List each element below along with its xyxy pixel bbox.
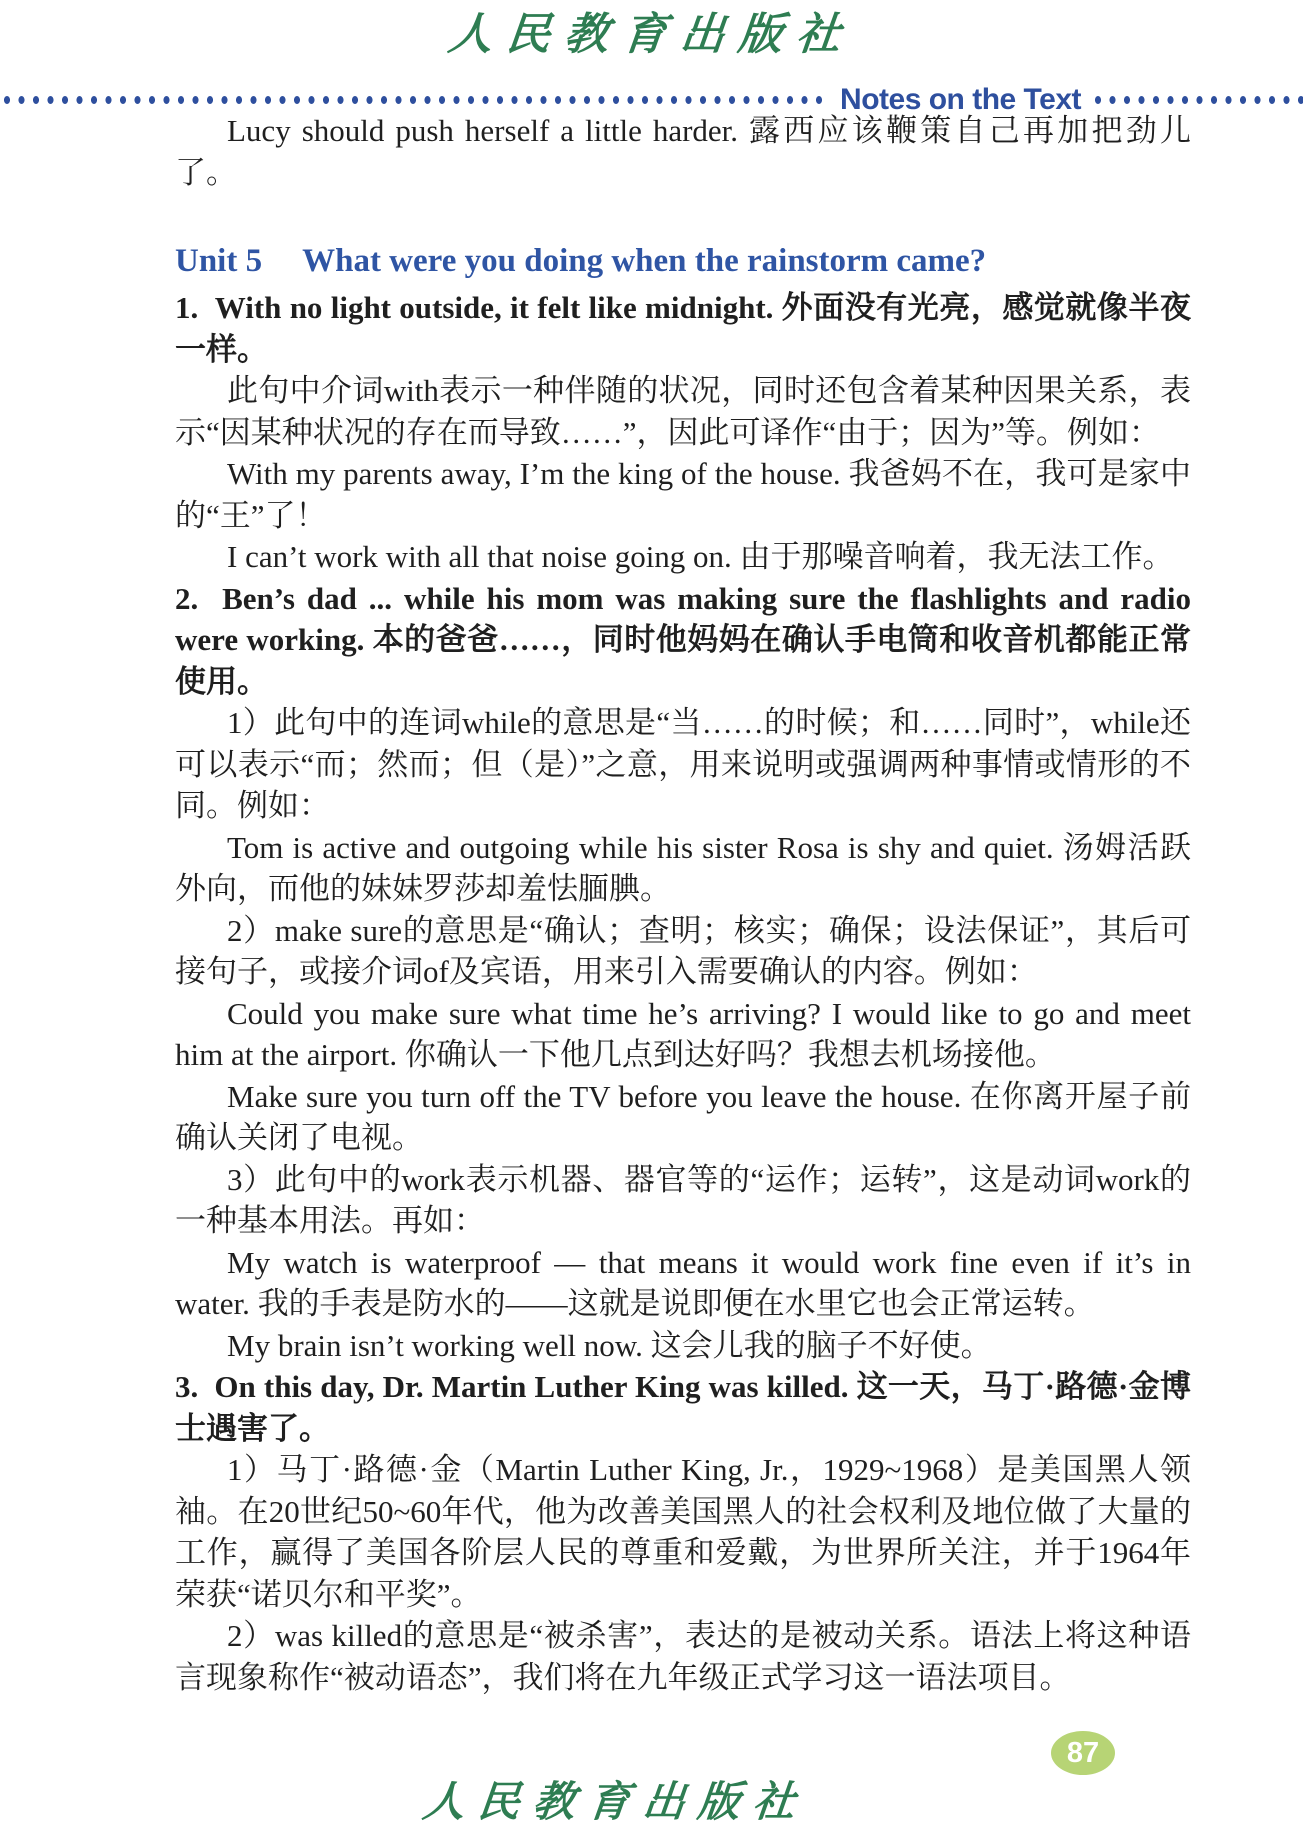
page-number-badge: 87 bbox=[1051, 1731, 1115, 1775]
paragraph: 3. On this day, Dr. Martin Luther King was killed. 这一天，马丁·路德·金博士遇害了。 bbox=[175, 1369, 1191, 1446]
paragraph: Make sure you turn off the TV before you leave the house. 在你离开屋子前确认关闭了电视。 bbox=[175, 1078, 1191, 1155]
dotted-rule-left-icon bbox=[0, 94, 828, 106]
paragraph: My watch is waterproof — that means it would work fine even if it’s in water. 我的手表是防水的——这就是说即便在水里它也会正常运转。 bbox=[175, 1244, 1191, 1321]
paragraph: 3）此句中的work表示机器、器官等的“运作；运转”，这是动词work的一种基本用法。再如： bbox=[175, 1161, 1191, 1238]
section-header-title: Notes on the Text bbox=[840, 83, 1081, 116]
unit-label: Unit 5 bbox=[175, 243, 263, 279]
publisher-logo-top: 人民教育出版社 bbox=[445, 9, 858, 60]
paragraph: Could you make sure what time he’s arriving? I would like to go and meet him at the airport. 你确认一下他几点到达好吗？我想去机场接他。 bbox=[175, 995, 1191, 1072]
paragraph: 2）make sure的意思是“确认；查明；核实；确保；设法保证”，其后可接句子，或接介词of及宾语，用来引入需要确认的内容。例如： bbox=[175, 912, 1191, 989]
paragraph: Tom is active and outgoing while his sister Rosa is shy and quiet. 汤姆活跃外向，而他的妹妹罗莎却羞怯腼腆。 bbox=[175, 829, 1191, 906]
paragraph: 此句中介词with表示一种伴随的状况，同时还包含着某种因果关系，表示“因某种状况的存在而导致……”，因此可译作“由于；因为”等。例如： bbox=[175, 373, 1191, 450]
unit-title: What were you doing when the rainstorm came? bbox=[302, 243, 987, 279]
paragraph: 1）马丁·路德·金（Martin Luther King, Jr.，1929~1968）是美国黑人领袖。在20世纪50~60年代，他为改善美国黑人的社会权利及地位做了大量的工作，赢得了美国各阶层人民的尊重和爱戴，为世界所关注，并于1964年荣获“诺贝尔和平奖”。 bbox=[175, 1452, 1191, 1612]
paragraph: 2. Ben’s dad ... while his mom was making sure the flashlights and radio were working. 本的爸爸……，同时他妈妈在确认手电筒和收音机都能正常使用。 bbox=[175, 580, 1191, 699]
notes-content bbox=[175, 110, 1191, 1698]
notes-body bbox=[175, 287, 1191, 1698]
paragraph: I can’t work with all that noise going on. 由于那噪音响着，我无法工作。 bbox=[227, 539, 1174, 574]
dotted-rule-right-icon bbox=[1091, 94, 1303, 106]
paragraph: 2）was killed的意思是“被杀害”，表达的是被动关系。语法上将这种语言现象称作“被动语态”，我们将在九年级正式学习这一语法项目。 bbox=[175, 1618, 1191, 1695]
paragraph: 1）此句中的连词while的意思是“当……的时候；和……同时”，while还可以表示“而；然而；但（是）”之意，用来说明或强调两种事情或情形的不同。例如： bbox=[175, 705, 1191, 823]
paragraph: 1. With no light outside, it felt like midnight. 外面没有光亮，感觉就像半夜一样。 bbox=[175, 290, 1191, 367]
unit-heading bbox=[175, 239, 1191, 284]
paragraph: My brain isn’t working well now. 这会儿我的脑子不好使。 bbox=[227, 1327, 992, 1363]
publisher-logo-bottom: 人民教育出版社 bbox=[420, 1777, 811, 1826]
intro-paragraph: Lucy should push herself a little harder. 露西应该鞭策自己再加把劲儿了。 bbox=[175, 113, 1191, 190]
paragraph: With my parents away, I’m the king of the house. 我爸妈不在，我可是家中的“王”了！ bbox=[175, 456, 1191, 533]
